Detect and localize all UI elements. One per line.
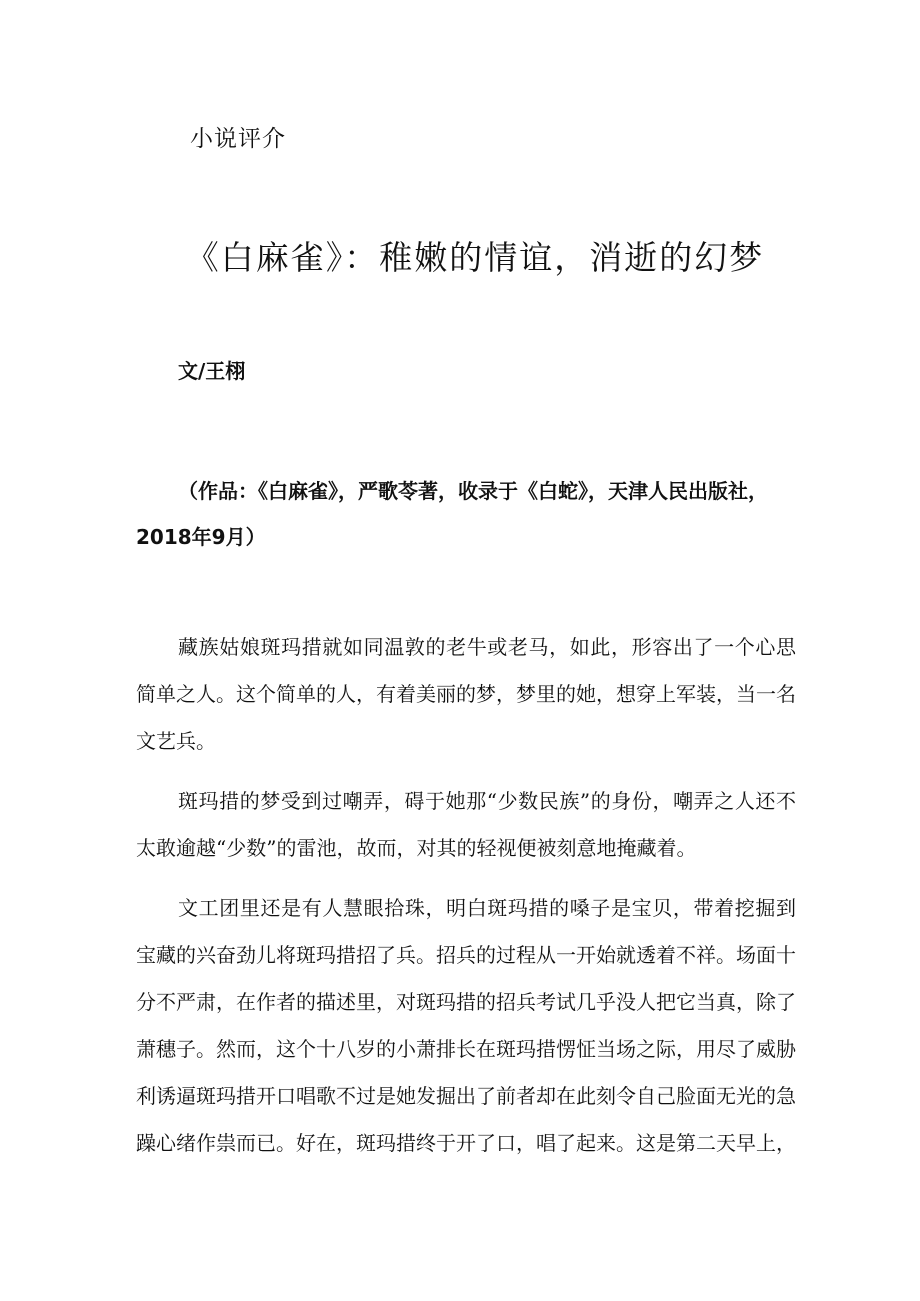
section-label: 小说评介 <box>190 126 286 152</box>
body-paragraph-1: 藏族姑娘斑玛措就如同温敦的老牛或老马，如此，形容出了一个心思简单之人。这个简单的人，有着美丽的梦，梦里的她，想穿上军装，当一名文艺兵。 <box>136 635 796 753</box>
article-body <box>136 624 796 1180</box>
article-title: 《白麻雀》：稚嫩的情谊，消逝的幻梦 <box>185 238 765 277</box>
body-paragraph-3: 文工团里还是有人慧眼拾珠，明白斑玛措的嗓子是宝贝，带着挖掘到宝藏的兴奋劲儿将斑玛措招了兵。招兵的过程从一开始就透着不祥。场面十分不严肃，在作者的描述里，对斑玛措的招兵考试几乎没人把它当真，除了萧穗子。然而，这个十八岁的小萧排长在斑玛措愣怔当场之际，用尽了威胁利诱逼斑玛措开口唱歌不过是她发掘出了前者却在此刻令自己脸面无光的急躁心绪作祟而已。好在，斑玛措终于开了口，唱了起来。这是第二天早上， <box>136 896 796 1155</box>
author-byline: 文/王栩 <box>178 359 246 383</box>
body-paragraph-2: 斑玛措的梦受到过嘲弄，碍于她那“少数民族”的身份，嘲弄之人还不太敢逾越“少数”的雷池，故而，对其的轻视便被刻意地掩藏着。 <box>136 789 796 860</box>
work-citation: （作品：《白麻雀》，严歌苓著，收录于《白蛇》，天津人民出版社，2018年9月） <box>136 479 768 549</box>
